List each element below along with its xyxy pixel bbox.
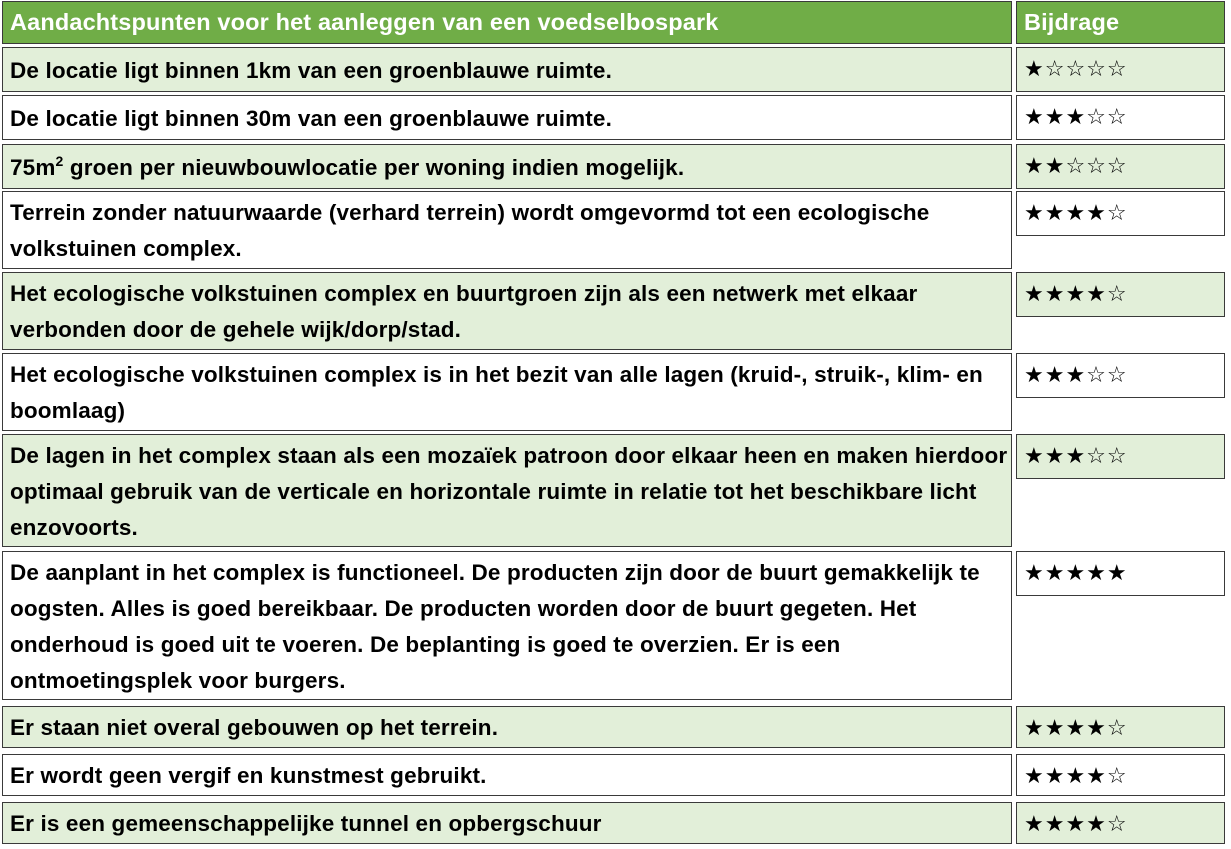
table-header-aandachtspunten: Aandachtspunten voor het aanleggen van een voedselbospark xyxy=(2,1,1012,44)
criterion-cell: Het ecologische volkstuinen complex is in het bezit van alle lagen (kruid-, struik-, klim- en boomlaag) xyxy=(2,353,1012,431)
table-header-bijdrage: Bijdrage xyxy=(1016,1,1225,44)
criterion-cell: Er staan niet overal gebouwen op het terrein. xyxy=(2,706,1012,748)
criterion-cell: Er wordt geen vergif en kunstmest gebruikt. xyxy=(2,754,1012,796)
rating-stars: ★★★★☆ xyxy=(1016,706,1225,748)
criterion-cell: Terrein zonder natuurwaarde (verhard terrein) wordt omgevormd tot een ecologische volkstuinen complex. xyxy=(2,191,1012,269)
rating-stars: ★☆☆☆☆ xyxy=(1016,47,1225,92)
criterion-cell: De locatie ligt binnen 1km van een groenblauwe ruimte. xyxy=(2,47,1012,92)
rating-stars: ★★★☆☆ xyxy=(1016,434,1225,479)
rating-stars: ★★★★☆ xyxy=(1016,272,1225,317)
criterion-cell xyxy=(2,144,1012,189)
rating-stars: ★★★★☆ xyxy=(1016,191,1225,236)
criterion-text-rest: groen per nieuwbouwlocatie per woning indien mogelijk. xyxy=(63,155,685,180)
superscript-two: 2 xyxy=(55,152,64,169)
rating-stars: ★★★☆☆ xyxy=(1016,95,1225,140)
rating-stars: ★★★★☆ xyxy=(1016,754,1225,796)
criterion-cell: Het ecologische volkstuinen complex en buurtgroen zijn als een netwerk met elkaar verbonden door de gehele wijk/dorp/stad. xyxy=(2,272,1012,350)
rating-stars: ★★★★☆ xyxy=(1016,802,1225,844)
criterion-text-prefix: 75m xyxy=(10,155,56,180)
criterion-cell: De locatie ligt binnen 30m van een groenblauwe ruimte. xyxy=(2,95,1012,140)
criterion-cell: Er is een gemeenschappelijke tunnel en opbergschuur xyxy=(2,802,1012,844)
rating-stars: ★★★★★ xyxy=(1016,551,1225,596)
rating-stars: ★★★☆☆ xyxy=(1016,353,1225,398)
criterion-cell: De lagen in het complex staan als een mozaïek patroon door elkaar heen en maken hierdoor optimaal gebruik van de verticale en horizontale ruimte in relatie tot het beschikbare licht enzovoorts. xyxy=(2,434,1012,547)
criterion-cell: De aanplant in het complex is functioneel. De producten zijn door de buurt gemakkelijk te oogsten. Alles is goed bereikbaar. De producten worden door de buurt gegeten. Het onderhoud is goed uit te voeren. De beplanting is goed te overzien. Er is een ontmoetingsplek voor burgers. xyxy=(2,551,1012,700)
rating-stars: ★★☆☆☆ xyxy=(1016,144,1225,189)
